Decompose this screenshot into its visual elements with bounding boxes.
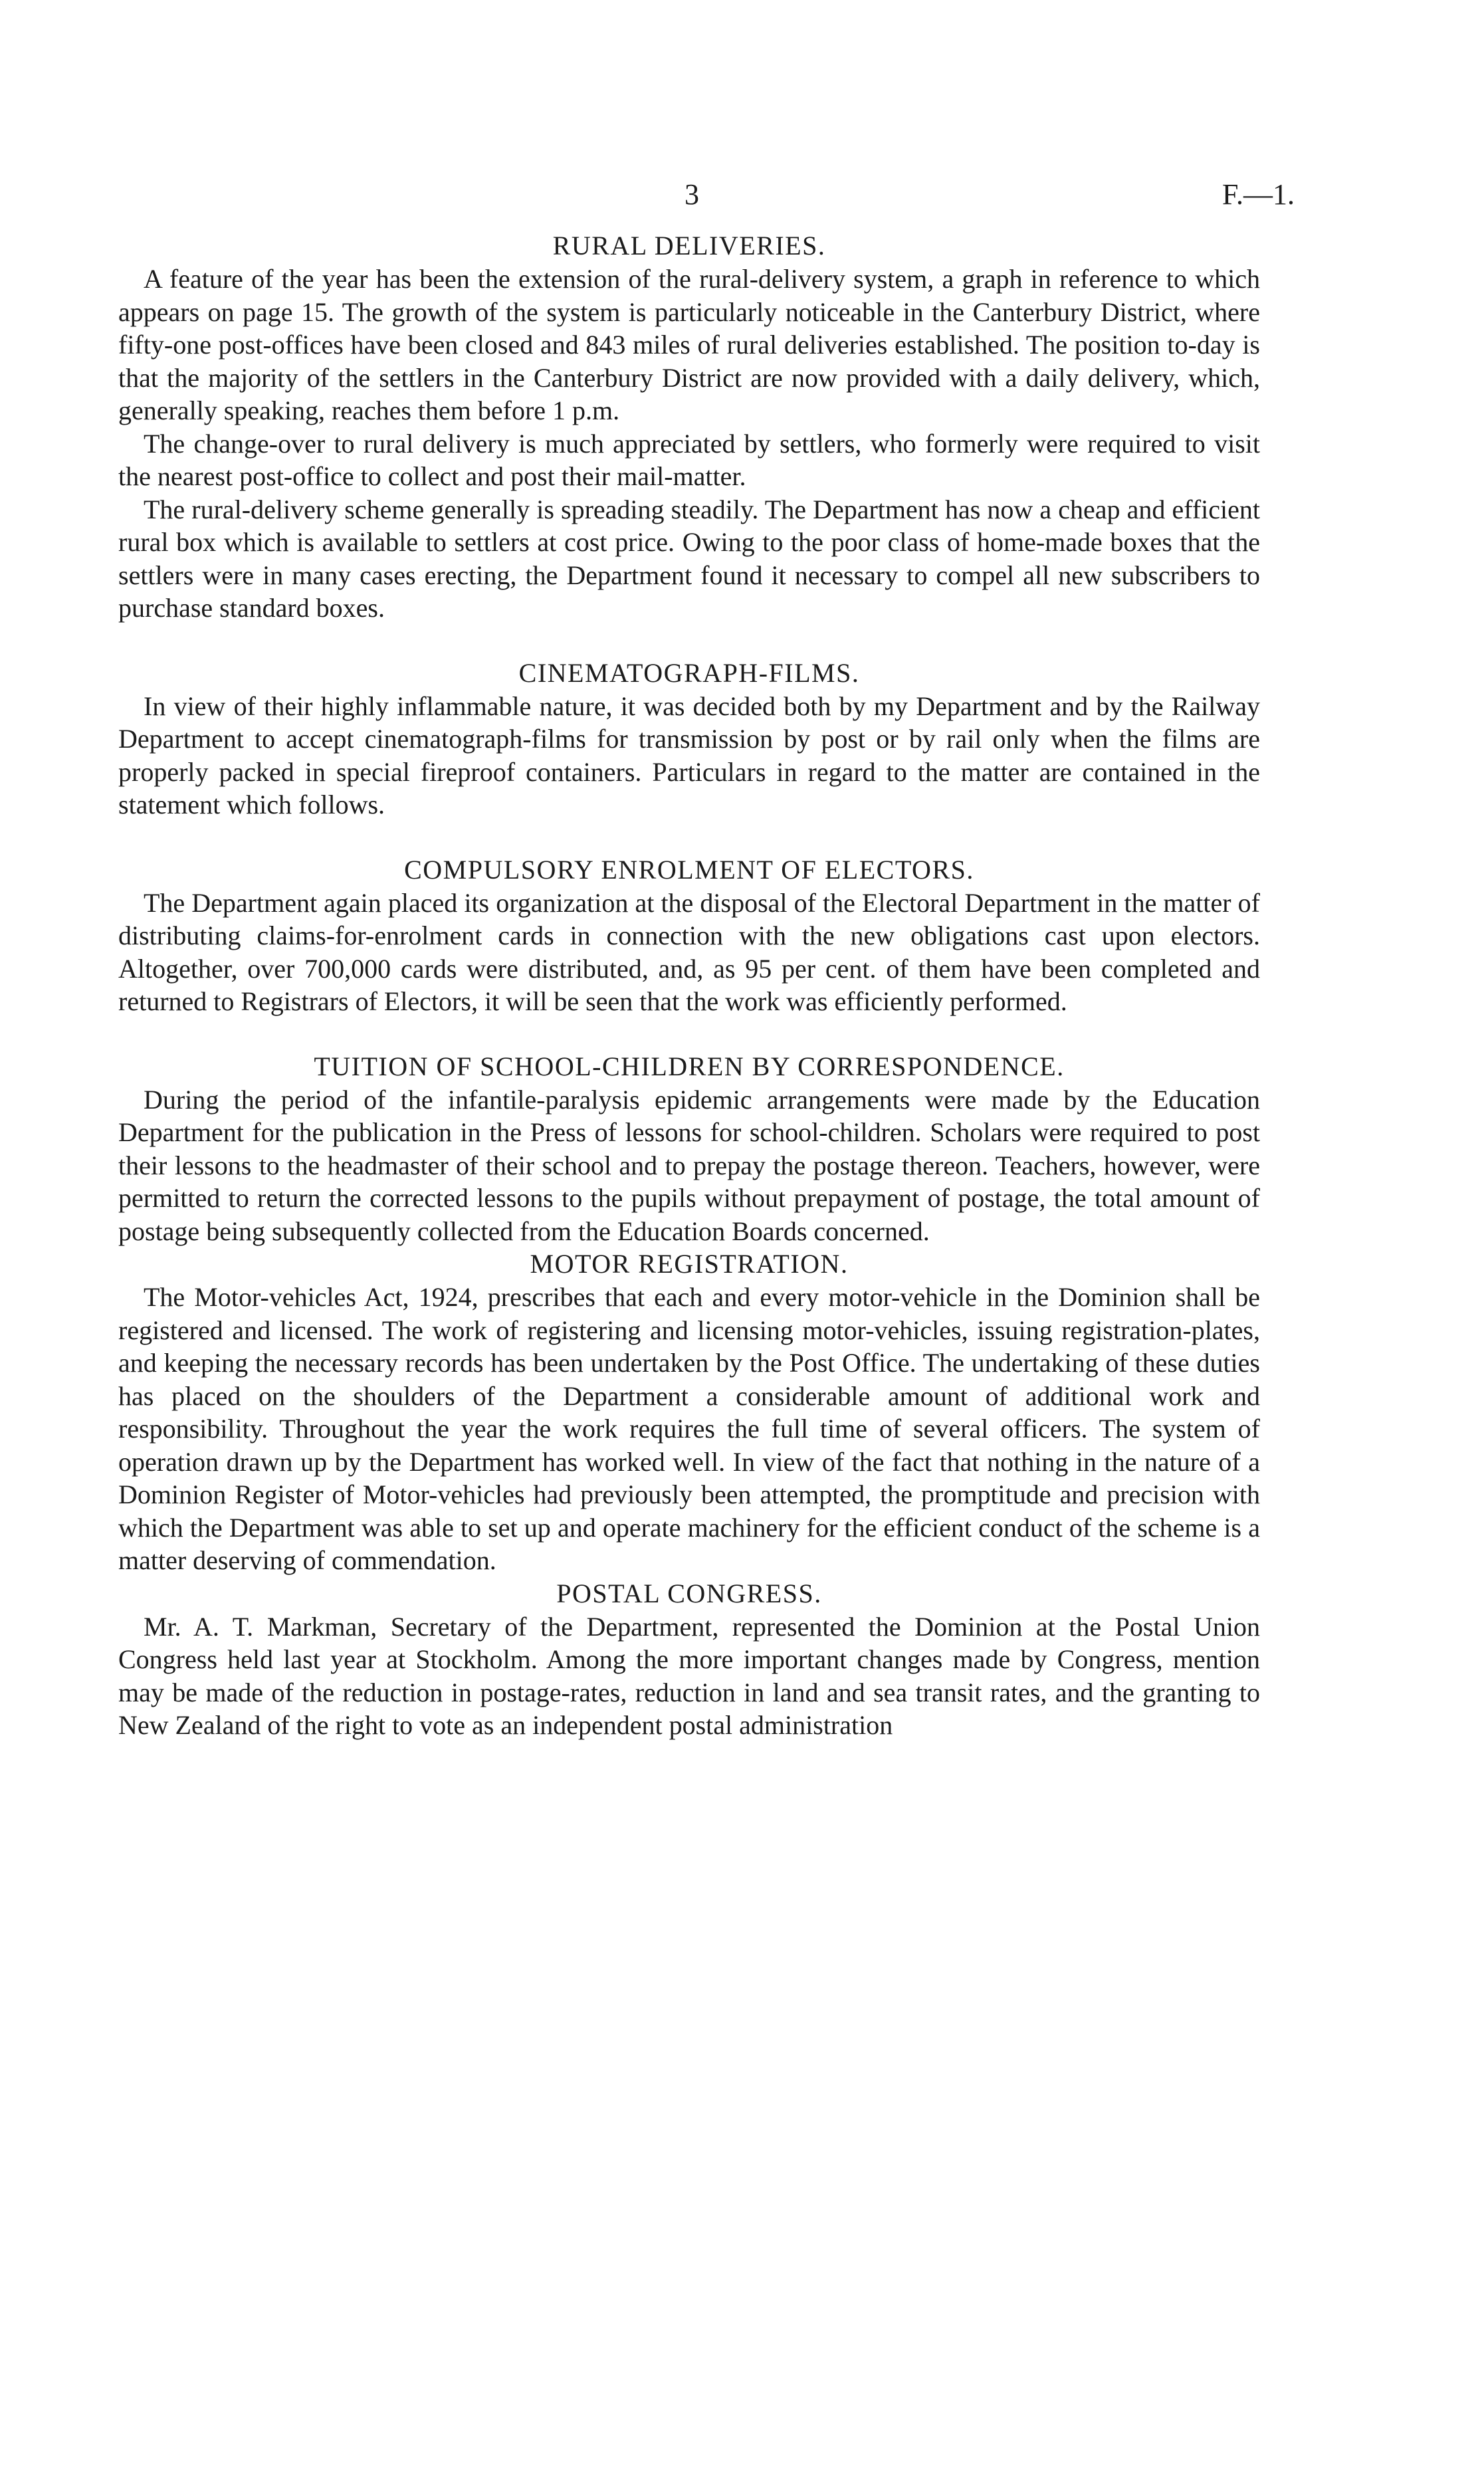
paragraph: A feature of the year has been the extension of the rural-delivery system, a graph in reference to which appears on page 15. The growth of the system is particularly noticeable in the Canterbury District, where fifty-one post-offices have been closed and 843 miles of rural deliveries established. The position to-day is that the majority of the settlers in the Canterbury District are now provided with a daily delivery, which, generally speaking, reaches them before 1 p.m. [118,264,1260,425]
section-motor-registration [118,1247,1260,1577]
paragraph: The Motor-vehicles Act, 1924, prescribes that each and every motor-vehicle in the Dominion shall be registered and licensed. The work of registering and licensing motor-vehicles, issuing registration-plates, and keeping the necessary records has been undertaken by the Post Office. The undertaking of these duties has placed on the shoulders of the Department a considerable amount of additional work and responsibility. Throughout the year the work requires the full time of several officers. The system of operation drawn up by the Department has worked well. In view of the fact that nothing in the nature of a Dominion Register of Motor-vehicles had previously been attempted, the promptitude and precision with which the Department was able to set up and operate machinery for the efficient conduct of the scheme is a matter deserving of commendation. [118,1282,1260,1575]
section-tuition-by-correspondence [118,1050,1260,1248]
paragraph: Mr. A. T. Markman, Secretary of the Department, represented the Dominion at the Postal Union Congress held last year at Stockholm. Among the more important changes made by Congress, mention may be made of the reduction in postage-rates, reduction in land and sea transit rates, and the granting to New Zealand of the right to vote as an independent postal administration [118,1611,1260,1740]
paragraph: In view of their highly inflammable nature, it was decided both by my Department and by the Railway Department to accept cinematograph-films for transmission by post or by rail only when the films are properly packed in special fireproof containers. Particulars in regard to the matter are contained in the statement which follows. [118,691,1260,819]
paragraph: During the period of the infantile-paralysis epidemic arrangements were made by the Education Department for the publication in the Press of lessons for school-children. Scholars were required to post their lessons to the headmaster of their school and to prepay the postage thereon. Teachers, however, were permitted to return the corrected lessons to the pupils without prepayment of postage, the total amount of postage being subsequently collected from the Education Boards concerned. [118,1084,1260,1246]
document-reference: F.—1. [1222,178,1295,211]
section-heading: MOTOR REGISTRATION. [530,1249,849,1279]
paragraph: The Department again placed its organization at the disposal of the Electoral Department in the matter of distributing claims-for-enrolment cards in connection with the new obligations cast upon electors. Altogether, over 700,000 cards were distributed, and, as 95 per cent. of them have been completed and returned to Registrars of Electors, it will be seen that the work was efficiently performed. [118,887,1260,1016]
section-heading: POSTAL CONGRESS. [556,1578,822,1608]
section-rural-deliveries [118,229,1260,625]
section-heading: CINEMATOGRAPH-FILMS. [518,657,860,688]
section-compulsory-enrolment [118,853,1260,1018]
section-heading: RURAL DELIVERIES. [552,231,826,261]
paragraph: The change-over to rural delivery is much appreciated by settlers, who formerly were required to visit the nearest post-office to collect and post their mail-matter. [118,428,1260,491]
section-heading: TUITION OF SCHOOL-CHILDREN BY CORRESPONDENCE. [314,1051,1065,1081]
page-body [118,229,1260,1742]
page-number: 3 [685,178,699,211]
section-cinematograph-films [118,657,1260,821]
section-postal-congress [118,1577,1260,1742]
paragraph: The rural-delivery scheme generally is spreading steadily. The Department has now a cheap and efficient rural box which is available to settlers at cost price. Owing to the poor class of home-made boxes that the settlers were in many cases erecting, the Department found it necessary to compel all new subscribers to purchase standard boxes. [118,494,1260,623]
section-heading: COMPULSORY ENROLMENT OF ELECTORS. [404,854,974,885]
